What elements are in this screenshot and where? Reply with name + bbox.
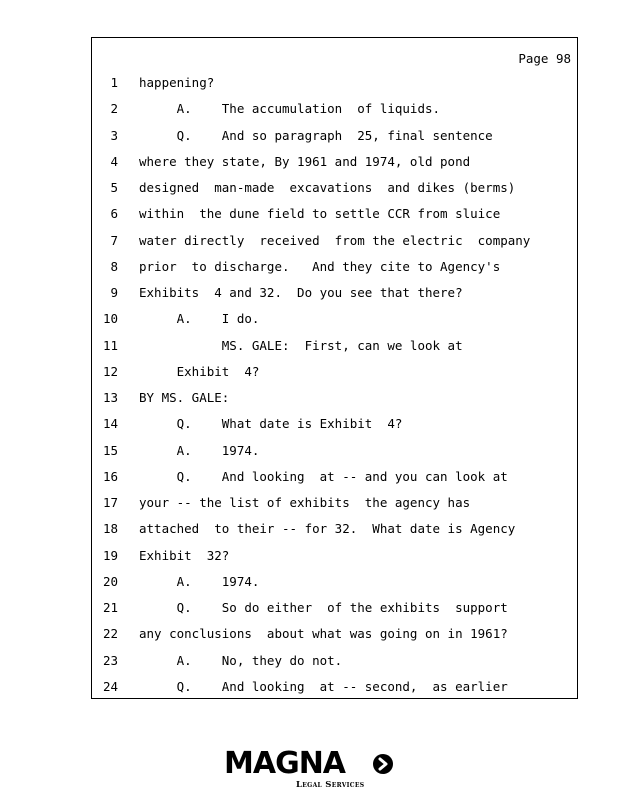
line-number: 4 [110,153,118,169]
line-text: Q. And looking at -- second, as earlier [139,678,508,694]
line-number: 13 [102,390,118,405]
line-text: prior to discharge. And they cite to Agency's [139,258,501,274]
line-number: 18 [102,521,118,537]
line-text: Q. And looking at -- and you can look at [139,468,508,484]
transcript-line [92,149,577,175]
transcript-line [92,411,577,437]
transcript-line [92,333,577,359]
transcript-line [92,306,577,332]
line-number: 16 [102,468,118,484]
line-text: Q. So do either of the exhibits support [139,600,508,615]
line-text: A. 1974. [139,573,260,589]
page-number: Page 98 [518,51,571,66]
line-number: 3 [110,127,118,143]
transcript-line [92,464,577,490]
line-number: 12 [102,363,118,379]
arrow-right-circle-icon [372,753,394,775]
line-text: A. 1974. [139,442,260,458]
line-number: 20 [102,573,118,589]
line-text: Exhibits 4 and 32. Do you see that there? [139,285,463,300]
line-text: Exhibit 4? [139,363,260,379]
line-number: 6 [110,206,118,222]
line-number: 2 [110,101,118,117]
line-text: A. I do. [139,311,260,327]
line-number: 10 [102,311,118,327]
line-number: 7 [110,232,118,248]
transcript-line [92,201,577,227]
magna-logo [224,745,404,793]
logo-wordmark: MAGNA [224,746,346,781]
line-number: 22 [102,626,118,642]
line-text: A. The accumulation of liquids. [139,101,441,117]
transcript-line [92,490,577,516]
transcript-line [92,175,577,201]
transcript-line [92,648,577,674]
transcript-line [92,359,577,385]
transcript-line [92,254,577,280]
transcript-line [92,228,577,254]
line-text: BY MS. GALE: [139,390,230,405]
line-text: happening? [139,75,215,90]
line-text: your -- the list of exhibits the agency has [139,495,471,510]
transcript-line [92,385,577,411]
transcript-line [92,70,577,96]
transcript-line [92,674,577,700]
line-text: Q. And so paragraph 25, final sentence [139,127,493,143]
transcript-line [92,96,577,122]
line-number: 17 [102,495,118,510]
transcript-page [91,37,578,699]
line-number: 24 [102,678,118,694]
line-text: within the dune field to settle CCR from sluice [139,206,501,222]
line-number: 11 [102,337,118,353]
line-number: 5 [110,180,118,195]
line-number: 23 [102,652,118,668]
transcript-line [92,123,577,149]
line-text: MS. GALE: First, can we look at [139,337,463,353]
line-text: where they state, By 1961 and 1974, old pond [139,153,471,169]
line-text: Exhibit 32? [139,547,230,563]
line-number: 1 [110,75,118,90]
transcript-line [92,438,577,464]
line-number: 8 [110,258,118,274]
line-text: attached to their -- for 32. What date is Agency [139,521,516,537]
transcript-line [92,621,577,647]
transcript-line [92,516,577,542]
transcript-line [92,543,577,569]
line-number: 15 [102,442,118,458]
line-text: water directly received from the electric company [139,232,531,248]
transcript-line [92,569,577,595]
line-number: 19 [102,547,118,563]
line-text: A. No, they do not. [139,652,343,668]
logo-subtitle: Legal Services [296,780,365,790]
line-number: 9 [110,285,118,300]
line-number: 21 [102,600,118,615]
transcript-line [92,280,577,306]
line-text: Q. What date is Exhibit 4? [139,416,403,432]
line-text: designed man-made excavations and dikes (berms) [139,180,516,195]
line-number: 14 [102,416,118,432]
transcript-line [92,595,577,621]
line-text: any conclusions about what was going on in 1961? [139,626,508,642]
